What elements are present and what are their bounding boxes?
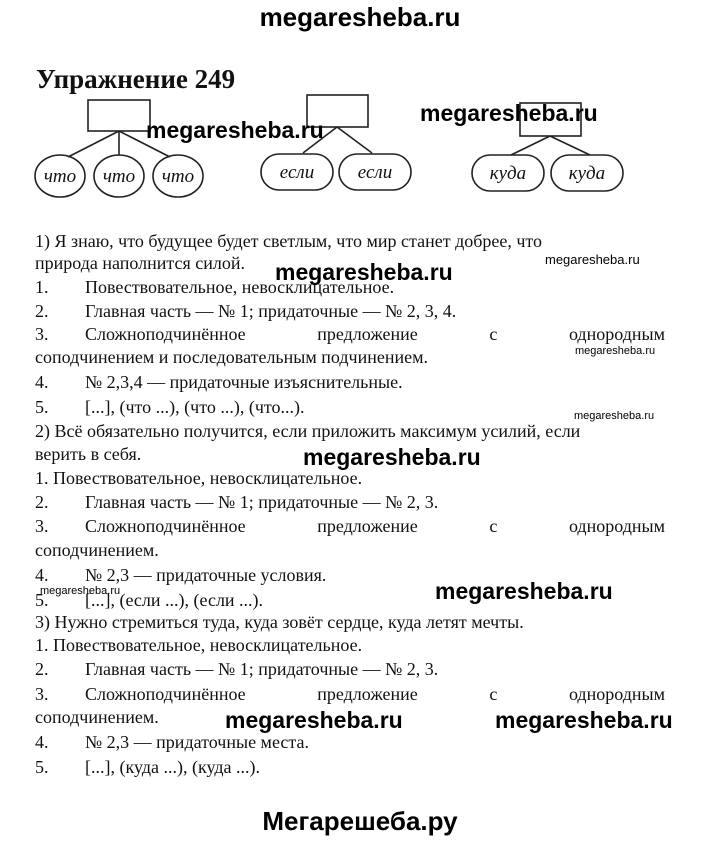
item-3-4: 4. № 2,3 — придаточные места.: [35, 732, 309, 752]
item-2-3-cont: соподчинением.: [35, 540, 159, 560]
watermark: megaresheba.ru: [495, 707, 673, 733]
item-1-3: 3. Сложноподчинённое предложение с однородным: [35, 324, 665, 344]
site-footer: Мегарешеба.ру: [262, 806, 458, 836]
sentence-3-line-a: 3) Нужно стремиться туда, куда зовёт сердце, куда летят мечты.: [35, 612, 524, 632]
watermark: megaresheba.ru: [303, 444, 481, 470]
exercise-title: Упражнение 249: [36, 64, 236, 94]
item-2-3: 3. Сложноподчинённое предложение с однородным: [35, 516, 665, 536]
item-2-1: 1. Повествовательное, невосклицательное.: [35, 468, 363, 488]
watermark: megaresheba.ru: [40, 585, 121, 597]
item-1-2: 2. Главная часть — № 1; придаточные — № 2, 3, 4.: [35, 301, 457, 321]
item-1-3-cont: соподчинением и последовательным подчинением.: [35, 347, 428, 367]
conj-label: что: [102, 166, 136, 187]
watermark: megaresheba.ru: [275, 259, 453, 285]
conj-label: если: [357, 162, 393, 183]
item-3-1: 1. Повествовательное, невосклицательное.: [35, 635, 363, 655]
item-1-5: 5. [...], (что ...), (что ...), (что...).: [35, 397, 305, 417]
watermark: megaresheba.ru: [575, 345, 656, 357]
conj-label: что: [43, 166, 77, 187]
sentence-2-line-b: верить в себя.: [35, 444, 142, 464]
item-1-4: 4. № 2,3,4 — придаточные изъяснительные.: [35, 372, 403, 392]
item-3-2: 2. Главная часть — № 1; придаточные — № 2, 3.: [35, 659, 439, 679]
item-3-3: 3. Сложноподчинённое предложение с однородным: [35, 684, 665, 704]
watermark: megaresheba.ru: [146, 117, 324, 143]
main-clause-box-1: [88, 100, 150, 131]
item-1-1: 1. Повествовательное, невосклицательное.: [35, 277, 395, 297]
watermark: megaresheba.ru: [435, 578, 613, 604]
watermark: megaresheba.ru: [225, 707, 403, 733]
item-2-4: 4. № 2,3 — придаточные условия.: [35, 565, 327, 585]
sentence-1-line-b: природа наполнится силой.: [35, 253, 246, 273]
site-header: megaresheba.ru: [259, 2, 461, 32]
sentence-2-line-a: 2) Всё обязательно получится, если приложить максимум усилий, если: [35, 421, 581, 441]
conj-label: если: [279, 162, 315, 183]
conj-label: что: [161, 166, 195, 187]
conj-label: куда: [568, 163, 606, 184]
watermark: megaresheba.ru: [574, 410, 655, 422]
conj-label: куда: [489, 163, 527, 184]
watermark: megaresheba.ru: [420, 100, 598, 126]
watermark: megaresheba.ru: [545, 252, 640, 267]
item-2-5: 5. [...], (если ...), (если ...).: [35, 590, 264, 610]
item-2-2: 2. Главная часть — № 1; придаточные — № 2, 3.: [35, 492, 439, 512]
item-3-5: 5. [...], (куда ...), (куда ...).: [35, 757, 260, 777]
sentence-1-line-a: 1) Я знаю, что будущее будет светлым, что мир станет добрее, что: [35, 231, 543, 251]
item-3-3-cont: соподчинением.: [35, 707, 159, 727]
sentence-schemes: [0, 0, 720, 230]
